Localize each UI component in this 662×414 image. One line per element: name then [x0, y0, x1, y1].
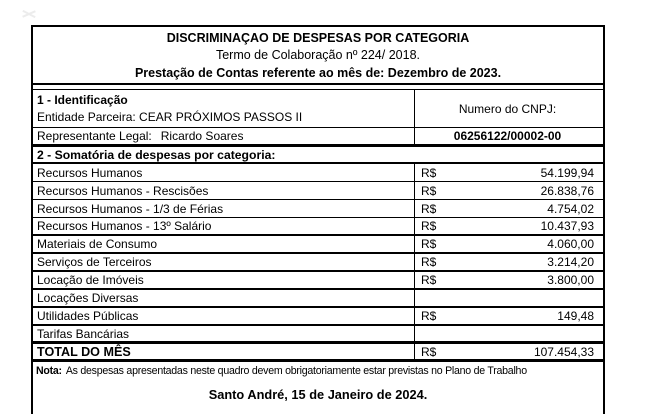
expense-category: Materiais de Consumo	[33, 236, 415, 252]
reference-month: Prestação de Contas referente ao mês de: Dezembro de 2023.	[134, 65, 502, 80]
expense-category: Recursos Humanos - 1/3 de Férias	[33, 200, 415, 217]
partner-entity: Entidade Parceira: CEAR PRÓXIMOS PASSOS II	[37, 110, 303, 124]
report-title: DISCRIMINAÇAO DE DESPESAS POR CATEGORIA	[166, 30, 470, 45]
expense-value-cell	[415, 164, 603, 181]
note-text: As despesas apresentadas neste quadro devem obrigatoriamente estar previstas no Plano de Trabalho	[65, 364, 527, 377]
cnpj-value-cell	[415, 128, 603, 144]
identification-row	[33, 90, 603, 128]
currency-symbol: R$	[421, 309, 437, 323]
expense-row	[33, 290, 603, 308]
expense-row	[33, 236, 603, 254]
expense-value-cell	[415, 236, 603, 252]
identification-cell	[33, 90, 415, 127]
expense-category: Utilidades Públicas	[33, 308, 415, 324]
currency-symbol: R$	[421, 237, 437, 251]
expense-row	[33, 308, 603, 326]
expense-row	[33, 326, 603, 344]
expense-value-cell	[415, 290, 603, 306]
total-value: 107.454,33	[533, 344, 594, 359]
expense-report-table	[31, 25, 605, 414]
signature-date-line: Santo André, 15 de Janeiro de 2024.	[208, 386, 428, 402]
currency-symbol: R$	[421, 201, 437, 216]
expense-row	[33, 254, 603, 272]
expense-value-cell	[415, 308, 603, 324]
representative-row	[33, 128, 603, 147]
expense-category: Recursos Humanos - Rescisões	[33, 182, 415, 199]
expense-value: 3.214,20	[547, 255, 594, 269]
expense-category: Tarifas Bancárias	[33, 326, 415, 341]
expense-value: 3.800,00	[547, 273, 594, 287]
expense-row	[33, 200, 603, 218]
total-value-cell	[415, 344, 603, 359]
expense-value-cell	[415, 272, 603, 288]
expense-category: Recursos Humanos	[33, 164, 415, 181]
expense-value: 149,48	[557, 309, 594, 323]
collaboration-term: Termo de Colaboração nº 224/ 2018.	[215, 48, 420, 62]
expense-value: 10.437,93	[540, 219, 594, 233]
currency-symbol: R$	[421, 165, 437, 180]
expense-value: 26.838,76	[540, 183, 594, 198]
cnpj-value: 06256122/00002-00	[453, 129, 562, 143]
identification-section-label: 1 - Identificação	[37, 93, 128, 107]
expense-value: 4.754,02	[547, 201, 594, 216]
representative-label: Representante Legal:	[37, 129, 152, 143]
expense-row	[33, 182, 603, 200]
expense-category: Serviços de Terceiros	[33, 254, 415, 270]
cnpj-label: Numero do CNPJ:	[458, 101, 557, 116]
cnpj-label-cell	[415, 90, 603, 127]
total-row	[33, 344, 603, 362]
expense-category: Locações Diversas	[33, 290, 415, 306]
note-row	[33, 362, 603, 379]
expense-category: Recursos Humanos - 13º Salário	[33, 218, 415, 234]
total-label: TOTAL DO MÊS	[33, 344, 415, 359]
expense-value-cell	[415, 218, 603, 234]
representative-cell	[33, 128, 415, 144]
expense-row	[33, 272, 603, 290]
expenses-section-label: 2 - Somatória de despesas por categoria:	[33, 147, 603, 164]
expense-value-cell	[415, 254, 603, 270]
report-header	[33, 27, 603, 85]
representative-name: Ricardo Soares	[160, 129, 244, 143]
expense-value-cell	[415, 326, 603, 341]
expense-value-cell	[415, 200, 603, 217]
expense-value-cell	[415, 182, 603, 199]
currency-symbol: R$	[421, 273, 437, 287]
expense-row	[33, 218, 603, 236]
currency-symbol: R$	[421, 344, 437, 359]
expense-value: 54.199,94	[540, 165, 594, 180]
currency-symbol: R$	[421, 255, 437, 269]
expense-value: 4.060,00	[547, 237, 594, 251]
currency-symbol: R$	[421, 183, 437, 198]
expense-category: Locação de Imóveis	[33, 272, 415, 288]
note-label: Nota:	[36, 364, 62, 377]
expense-row	[33, 164, 603, 182]
currency-symbol: R$	[421, 219, 437, 233]
scan-smudge-artifact	[18, 8, 40, 20]
